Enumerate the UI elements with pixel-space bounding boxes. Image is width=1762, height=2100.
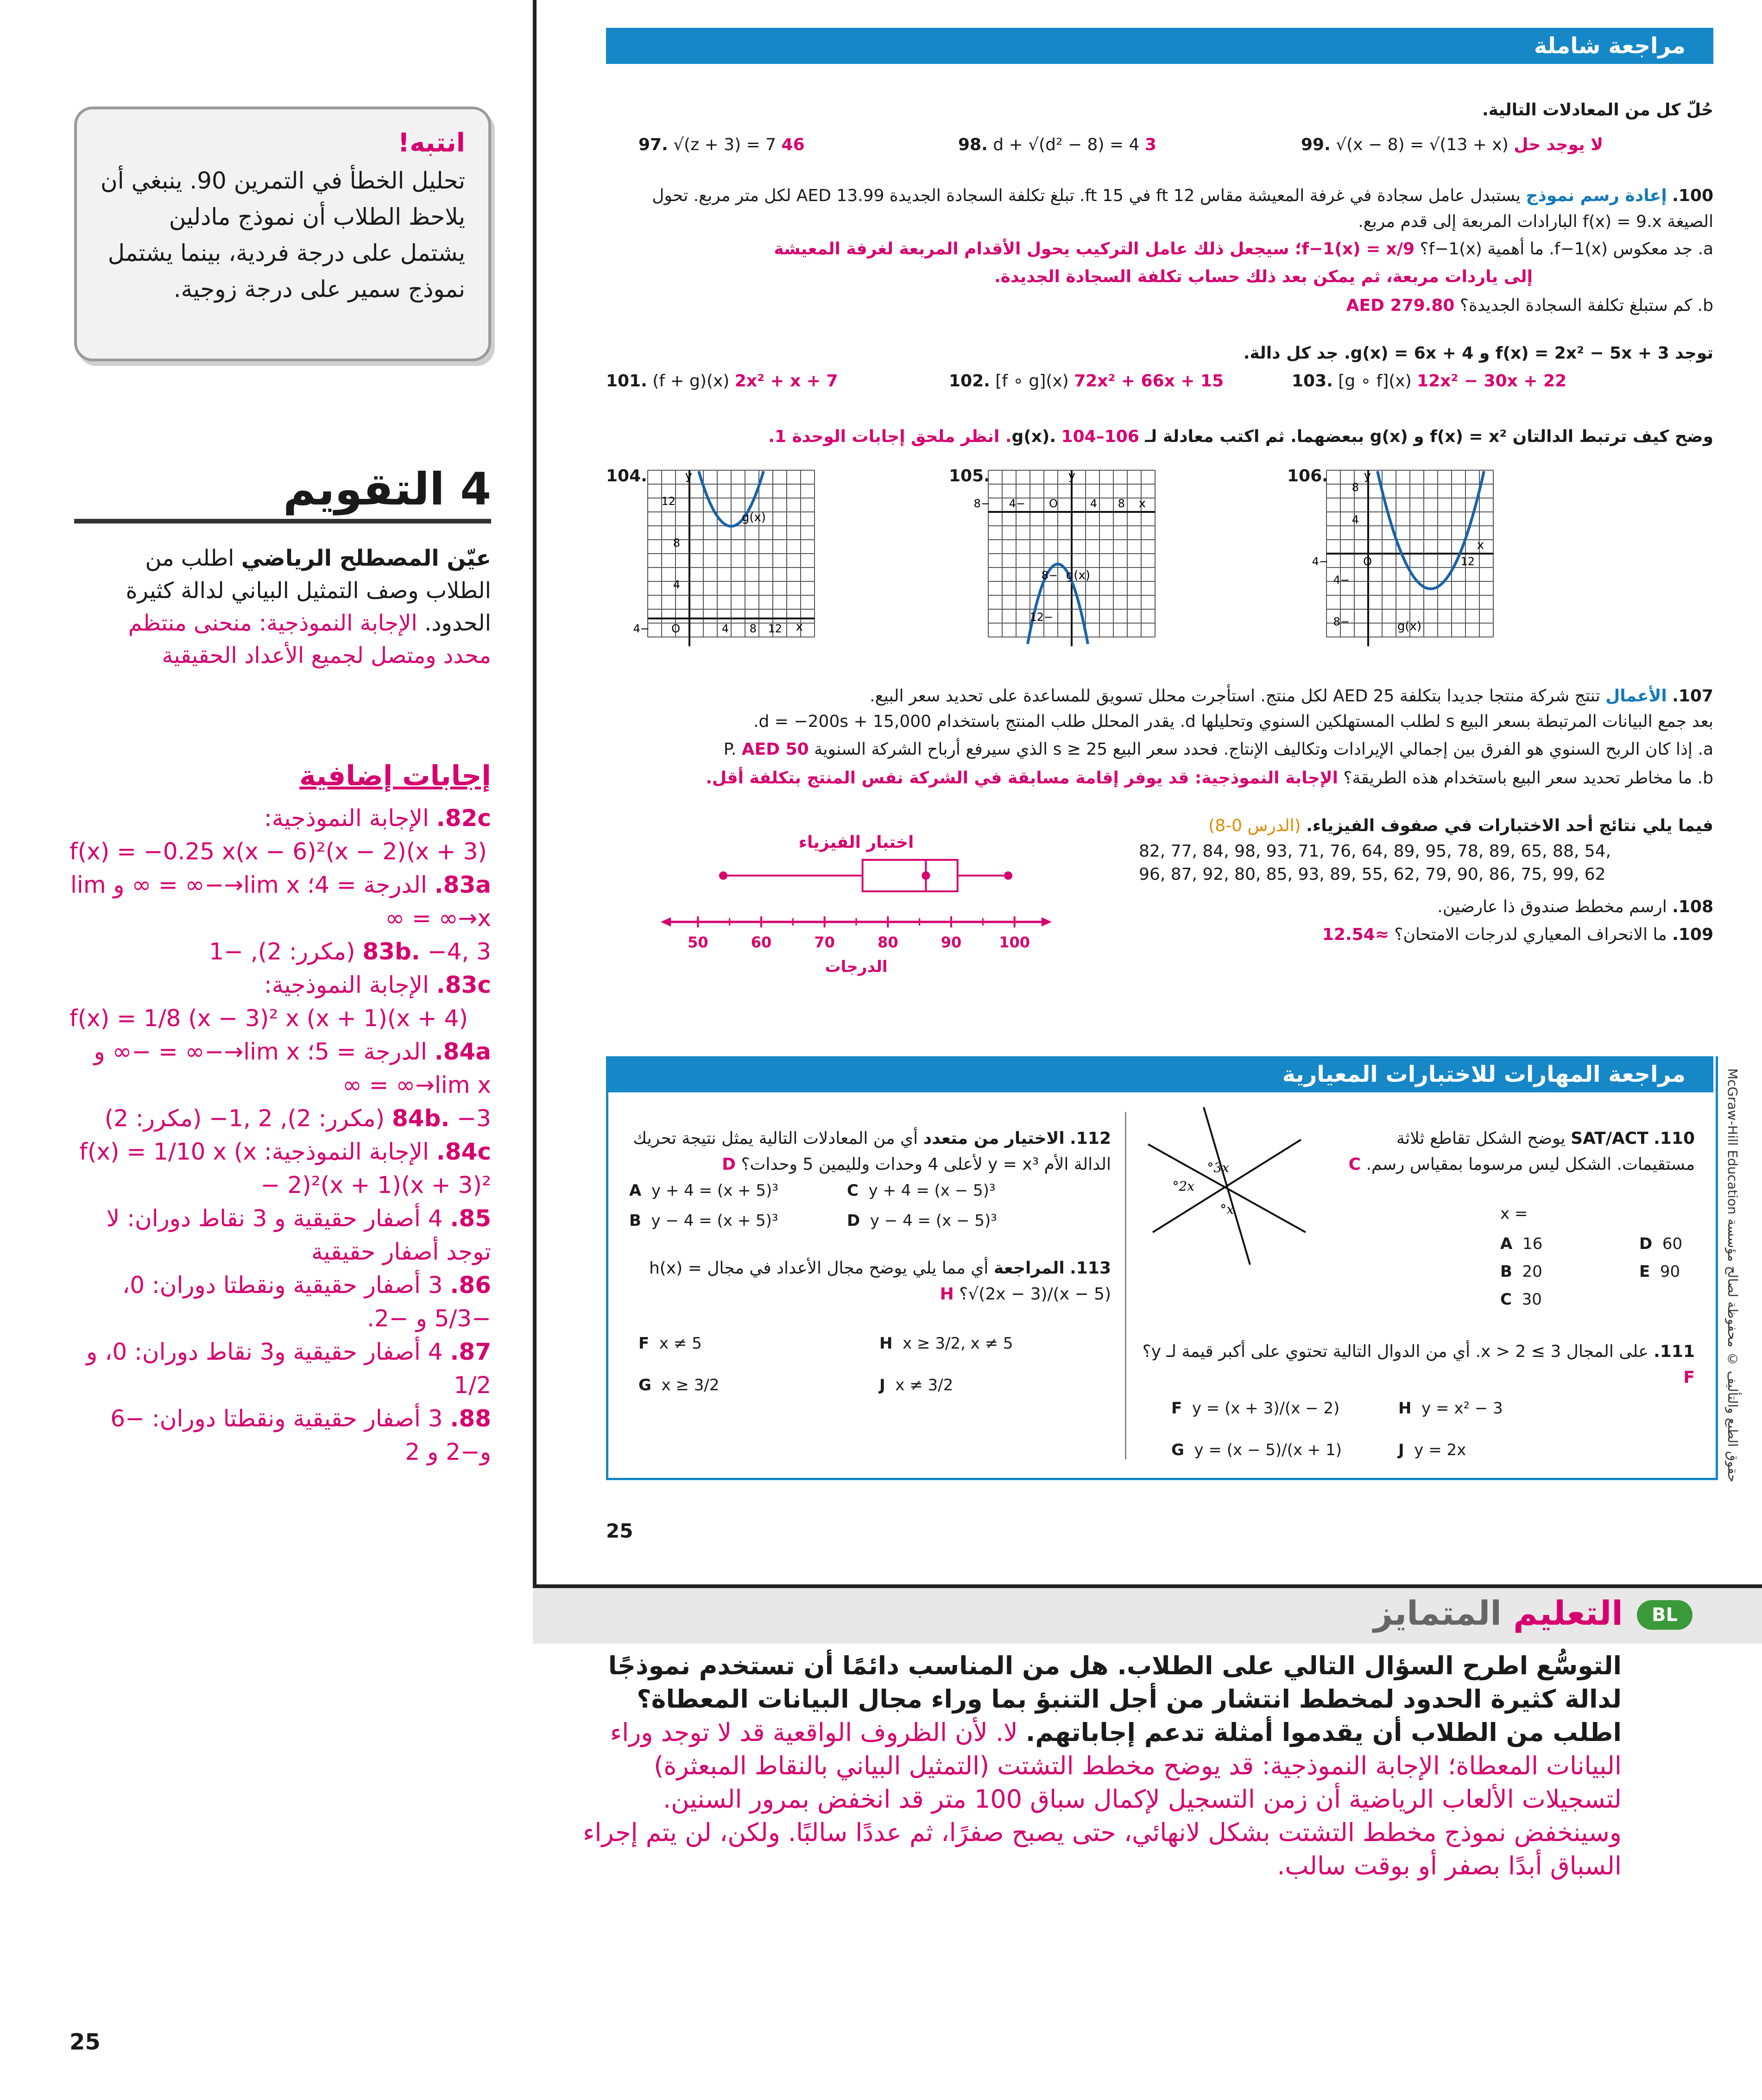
review-banner: مراجعة شاملة: [606, 28, 1713, 64]
assessment-section-header: [74, 463, 491, 523]
answer-86: 86. 3 أصفار حقيقية ونقطتا دوران: 0، −5/3 و −2.: [122, 1272, 491, 1332]
question-101: 101. (f + g)(x) 2x² + x + 7: [606, 372, 838, 391]
answer-83c-eq: f(x) = 1/8 (x − 3)² x (x + 1)(x + 4): [69, 1005, 468, 1032]
question-100: 100. إعادة رسم نموذج يستبدل عامل سجادة في غرفة المعيشة مقاس 12 ft في 15 ft. تبلغ تكلفة السجادة الجديدة 13.99 AED لكل متر مربع. تحول الصيغة f(x) = 9.x البارادات المربعة إلى قدم مربع.: [652, 186, 1713, 231]
question-107b: b. ما مخاطر تحديد سعر البيع باستخدام هذه الطريقة؟ الإجابة النموذجية: قد يوفر إقامة مسابقة في الشركة نفس المنتج بتكلفة أقل.: [706, 769, 1713, 788]
question-107a: a. إذا كان الربح السنوي هو الفرق بين إجمالي الإيرادات وتكاليف الإنتاج. فحدد سعر البيع s ≥ 25 الذي سيرفع أرباح الشركة السنوية P. AED 50: [723, 740, 1713, 759]
boxplot-min-point: [719, 871, 727, 880]
diff-answer: لا. لأن الظروف الواقعية قد لا توجد وراء البيانات المعطاة؛ الإجابة النموذجية: قد يوضح مخطط التشتت (التمثيل البياني بالنقاط المبعثرة) لتسجيلات الألعاب الرياضية أن زمن التسجيل لإكمال سباق 100 متر قد انخفض بمرور السنين. وسينخفض نموذج مخطط التشتت بشكل لانهائي، حتى يصبح صفرًا، ثم عددًا سالبًا. ولكن، لن يتم إجراء السباق أبدًا بصفر أو بوقت سالب.: [583, 1718, 1622, 1880]
angle-label: x°: [1220, 1202, 1234, 1217]
option-111-G[interactable]: G y = (x − 5)/(x + 1): [1171, 1441, 1342, 1459]
student-page-number: 25: [606, 1520, 633, 1542]
graph-106-tick: −4: [1312, 555, 1328, 568]
question-100a-answer: إلى ياردات مربعة، ثم يمكن بعد ذلك حساب تكلفة السجادة الجديدة.: [994, 267, 1533, 286]
extra-answers-list: [69, 801, 491, 1469]
question-113: 113. المراجعة أي مما يلي يوضح مجال الأعداد في مجال h(x) = √(2x − 3)/(x − 5)؟ H: [649, 1259, 1111, 1304]
question-111: 111. على المجال 3 ≥ x > 2. أي من الدوال التالية تحتوي على أكبر قيمة لـ y؟ F: [1142, 1342, 1695, 1387]
graph-106: [1312, 466, 1498, 651]
bl-badge: BL: [1637, 1600, 1693, 1630]
boxplot-tick-label: 50: [688, 933, 708, 951]
physics-intro: فيما يلي نتائج أحد الاختبارات في صفوف الفيزياء. (الدرس 0-8): [1208, 816, 1713, 835]
question-102: 102. [f ∘ g](x) 72x² + 66x + 15: [949, 372, 1224, 391]
option-112-B[interactable]: B y − 4 = (x + 5)³: [629, 1211, 778, 1230]
extra-answers-title: إجابات إضافية: [299, 760, 491, 792]
boxplot-tick-label: 70: [814, 933, 835, 951]
skills-column-divider: [1125, 1112, 1126, 1459]
boxplot-tick-label: 90: [941, 933, 962, 951]
graph-106-tick: −4: [1333, 574, 1350, 586]
graph-106-tick: −8: [1333, 615, 1350, 628]
physics-box-plot: [657, 829, 1055, 982]
question-109: 109. ما الانحراف المعياري لدرجات الامتحان؟ ≈12.54: [1322, 925, 1713, 944]
answer-83c: 83c. الإجابة النموذجية:: [264, 971, 491, 998]
differentiated-header: [533, 1584, 1762, 1644]
angle-label: 2x°: [1172, 1179, 1194, 1194]
graph-105-curve-label: g(x): [1066, 568, 1090, 582]
graph-106-tick: 8: [1351, 481, 1359, 494]
answer-84b: 84b. −3 (مكرر: 2), 2 ,1− (مكرر: 2): [104, 1105, 491, 1132]
answer-88: 88. 3 أصفار حقيقية ونقطتا دوران: −6 و−2 و 2: [110, 1405, 491, 1465]
option-112-D[interactable]: D y − 4 = (x − 5)³: [847, 1211, 997, 1230]
callout-body: تحليل الخطأ في التمرين 90. ينبغي أن يلاحظ الطلاب أن نموذج مادلين يشتمل على درجة فردية، بينما يشتمل نموذج سمير على درجة زوجية.: [101, 167, 465, 303]
graph-106-x-label: x: [1477, 538, 1484, 552]
section-title: 4 التقويم: [283, 463, 491, 515]
graph-104-tick: O: [671, 622, 680, 635]
teacher-column: [0, 0, 533, 2100]
callout-title: انتبه!: [398, 128, 465, 158]
graph-106-tick: O: [1363, 555, 1372, 568]
graph-106-tick: 4: [1351, 513, 1359, 526]
student-page: [537, 0, 1762, 1584]
question-112: 112. الاختيار من متعدد أي من المعادلات التالية يمثل نتيجة تحريك الدالة الأم y = x³ لأعلى 4 وحدات ولليمين 5 وحدات؟ D: [633, 1129, 1111, 1174]
option-110-C[interactable]: C 30: [1500, 1290, 1542, 1309]
graph-104: [633, 466, 819, 651]
question-110-var: x =: [1500, 1205, 1528, 1223]
boxplot-box: [863, 860, 958, 891]
watch-out-callout: [74, 107, 491, 361]
teacher-page-number: 25: [69, 2029, 101, 2055]
option-113-G[interactable]: G x ≥ 3/2: [638, 1376, 720, 1394]
graph-105-x-label: x: [1138, 497, 1146, 511]
boxplot-tick-label: 100: [999, 933, 1030, 951]
option-110-E[interactable]: E 90: [1639, 1262, 1680, 1281]
differentiated-title: التعليم المتمايز: [1373, 1594, 1623, 1633]
option-111-J[interactable]: J y = 2x: [1398, 1441, 1466, 1459]
scores-line-2: 96, 87, 92, 80, 85, 93, 89, 55, 62, 79, 90, 86, 75, 99, 62: [1139, 865, 1606, 884]
graph-104-tick: 12: [768, 622, 782, 635]
functions-intro: توجد f(x) = 2x² − 5x + 3 و g(x) = 6x + 4. جد كل دالة.: [1243, 344, 1713, 363]
equation-99: 99. √(x − 8) = √(13 + x) لا يوجد حل: [1301, 135, 1604, 154]
question-107: 107. الأعمال تنتج شركة منتجا جديدا بتكلفة 25 AED لكل منتج. استأجرت محلل تسويق للمساعدة على تحديد سعر البيع.: [870, 687, 1713, 706]
angle-label: 3x°: [1207, 1160, 1229, 1175]
graph-104-tick: −4: [633, 622, 650, 635]
option-110-D[interactable]: D 60: [1639, 1235, 1683, 1253]
graph-104-tick: 8: [749, 622, 757, 635]
option-110-A[interactable]: A 16: [1500, 1235, 1543, 1253]
equation-97: 97. √(z + 3) = 7 46: [638, 135, 805, 154]
boxplot-max-point: [1004, 871, 1012, 880]
graph-105-number: 105.: [949, 467, 990, 486]
graph-104-tick: 8: [673, 536, 680, 549]
intersecting-lines-figure: [1134, 1103, 1320, 1269]
graph-104-tick: 4: [721, 622, 729, 635]
option-113-J[interactable]: J x ≠ 3/2: [879, 1376, 954, 1394]
assess-bold: عيّن المصطلح الرياضي: [241, 545, 491, 571]
answer-82c-eq: f(x) = −0.25 x(x − 6)²(x − 2)(x + 3): [69, 838, 487, 865]
boxplot-title: اختبار الفيزياء: [798, 833, 914, 852]
diff-lead: التوسُّع: [1536, 1651, 1622, 1680]
option-110-B[interactable]: B 20: [1500, 1262, 1542, 1281]
assess-answer: الإجابة النموذجية: منحنى منتظم محدد ومتصل لجميع الأعداد الحقيقية: [128, 610, 491, 668]
graphs-intro: وضح كيف ترتبط الدالتان f(x) = x² و g(x) ببعضهما. ثم اكتب معادلة لـ g(x). 104–106. انظر ملحق إجابات الوحدة 1.: [768, 427, 1713, 446]
graph-106-y-label: y: [1364, 469, 1371, 483]
graph-104-tick: 4: [673, 578, 680, 591]
question-103: 103. [g ∘ f](x) 12x² − 30x + 22: [1292, 372, 1567, 391]
skills-banner: مراجعة المهارات للاختبارات المعيارية: [606, 1056, 1713, 1092]
answer-85: 85. 4 أصفار حقيقية و 3 نقاط دوران: لا توجد أصفار حقيقية: [106, 1205, 491, 1265]
question-110: 110. SAT/ACT يوضح الشكل تقاطع ثلاثة مستقيمات. الشكل ليس مرسوما بمقياس رسم. C: [1348, 1129, 1695, 1174]
assess-text: اطلب من الطلاب وصف التمثيل البياني لدالة كثيرة الحدود.: [126, 545, 491, 636]
question-108: 108. ارسم مخطط صندوق ذا عارضين.: [1437, 897, 1713, 916]
column-divider: [533, 0, 537, 1594]
solve-instructions: حُلّ كل من المعادلات التالية.: [1482, 101, 1713, 120]
graph-105: [973, 466, 1160, 651]
differentiated-text: [579, 1649, 1622, 1883]
answer-82c: 82c. الإجابة النموذجية:: [264, 805, 491, 832]
option-113-H[interactable]: H x ≥ 3/2, x ≠ 5: [879, 1334, 1013, 1353]
answer-84c: 84c. الإجابة النموذجية: f(x) = 1/10 x (x − 2)²(x + 1)(x + 3)²: [79, 1138, 491, 1198]
graph-105-tick: O: [1049, 497, 1058, 510]
graph-105-y-label: y: [1068, 469, 1075, 483]
graph-105-tick: −8: [973, 497, 990, 510]
graph-106-curve-label: g(x): [1397, 619, 1421, 633]
question-100a: a. جد معكوس f−1(x). ما أهمية f−1(x)؟ f−1(x) = x/9؛ سيجعل ذلك عامل التركيب يحول الأقدام المربعة لغرفة المعيشة: [774, 240, 1713, 259]
graph-104-curve-label: g(x): [741, 511, 766, 524]
equation-98: 98. d + √(d² − 8) = 4 3: [958, 135, 1156, 154]
answer-84a: 84a. الدرجة = 5؛ lim x→−∞ = −∞ و lim x→∞ = ∞: [94, 1038, 491, 1098]
question-107-text: بعد جمع البيانات المرتبطة بسعر البيع s لطلب المستهلكين السنوي وتحليلها d. يقدر المحلل طلب المنتج باستخدام d = −200s + 15,000.: [753, 712, 1713, 731]
graph-106-number: 106.: [1287, 467, 1328, 486]
answer-87: 87. 4 أصفار حقيقية و3 نقاط دوران: 0، و 1/2: [86, 1338, 491, 1399]
graph-104-x-label: x: [796, 620, 803, 634]
graph-105-tick: −4: [1009, 497, 1025, 510]
question-100b: b. كم ستبلغ تكلفة السجادة الجديدة؟ AED 279.80: [1346, 296, 1713, 315]
option-112-A[interactable]: A y + 4 = (x + 5)³: [629, 1181, 778, 1200]
graph-105-tick: −8: [1041, 569, 1058, 582]
graph-105-tick: 8: [1118, 497, 1125, 510]
answer-83b: 83b. −4, 3 (مكرر: 2), −1: [209, 938, 491, 965]
boxplot-x-label: الدرجات: [825, 958, 888, 976]
boxplot-median-point: [922, 871, 930, 880]
copyright-vertical: حقوق الطبع والتأليف © محفوظة لصالح مؤسسة McGraw-Hill Education: [1725, 1068, 1740, 1482]
graph-105-tick: 4: [1090, 497, 1097, 510]
graph-104-tick: 12: [661, 495, 676, 508]
assessment-paragraph: [74, 542, 491, 672]
option-111-H[interactable]: H y = x² − 3: [1398, 1399, 1503, 1418]
option-113-F[interactable]: F x ≠ 5: [638, 1334, 702, 1353]
answer-83a: 83a. الدرجة = 4؛ lim x→−∞ = ∞ و lim x→∞ = ∞: [70, 871, 491, 932]
scores-line-1: 82, 77, 84, 98, 93, 71, 76, 64, 89, 95, 78, 89, 65, 88, 54,: [1139, 842, 1611, 861]
graph-106-tick: 12: [1460, 555, 1475, 568]
option-111-F[interactable]: F y = (x + 3)/(x − 2): [1171, 1399, 1340, 1418]
graph-105-tick: −12: [1029, 611, 1053, 624]
graph-104-y-label: y: [685, 469, 692, 483]
option-112-C[interactable]: C y + 4 = (x − 5)³: [847, 1181, 996, 1200]
graph-104-number: 104.: [606, 467, 647, 486]
diff-question: اطرح السؤال التالي على الطلاب. هل من المناسب دائمًا أن تستخدم نموذجًا لدالة كثيرة الحدود لمخطط انتشار من أجل التنبؤ بما وراء مجال البيانات المعطاة؟ اطلب من الطلاب أن يقدموا أمثلة تدعم إجاباتهم.: [608, 1651, 1622, 1747]
boxplot-tick-label: 80: [878, 933, 898, 951]
boxplot-tick-label: 60: [751, 933, 772, 951]
